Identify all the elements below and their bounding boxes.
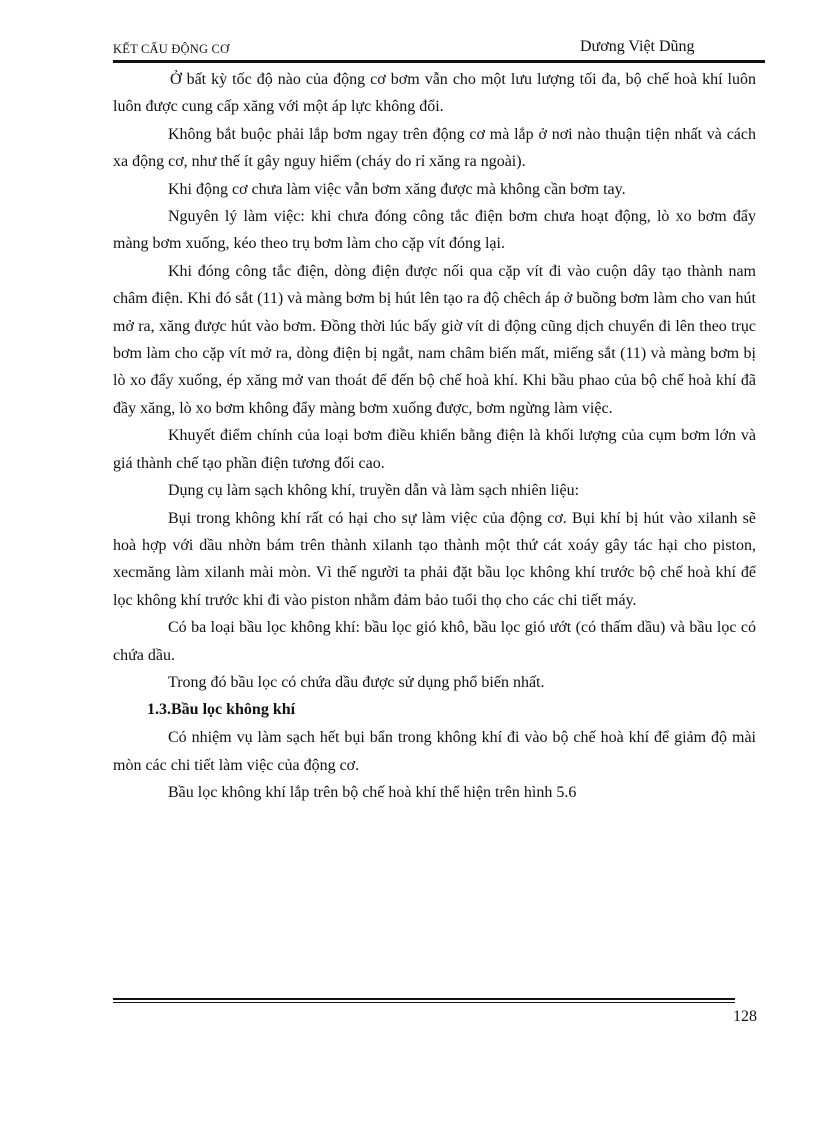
paragraph: Trong đó bầu lọc có chứa dầu được sử dụng phổ biến nhất.: [168, 673, 545, 691]
footer-rule: [113, 998, 735, 1000]
paragraph: Có ba loại bầu lọc không khí: bầu lọc gió khô, bầu lọc gió ướt (có thấm dầu) và bầu lọc có chứa dầu.: [113, 619, 756, 664]
paragraph: Khuyết điểm chính của loại bơm điều khiển bằng điện là khối lượng của cụm bơm lớn và giá thành chế tạo phần điện tương đối cao.: [113, 427, 756, 472]
paragraph: Bụi trong không khí rất có hại cho sự làm việc của động cơ. Bụi khí bị hút vào xilanh sẽ hoà hợp với dầu nhờn bám trên thành xilanh tạo thành một thứ cát xoáy gây tác hại cho piston, xecmăng làm xilanh mài mòn. Vì thế người ta phải đặt bầu lọc không khí trước bộ chế hoà khí để lọc không khí trước khi đi vào piston nhằm đảm bảo tuổi thọ cho các chi tiết máy.: [113, 509, 756, 609]
header-author: Dương Việt Dũng: [580, 38, 695, 55]
footer-rule-thin: [113, 1002, 735, 1003]
section-heading: 1.3.Bầu lọc không khí: [147, 701, 296, 719]
paragraph: Ở bất kỳ tốc độ nào của động cơ bơm vẫn cho một lưu lượng tối đa, bộ chế hoà khí luôn luôn được cung cấp xăng với một áp lực không đổi.: [113, 71, 756, 116]
paragraph: Có nhiệm vụ làm sạch hết bụi bẩn trong không khí đi vào bộ chế hoà khí để giảm độ mài mòn các chi tiết làm việc của động cơ.: [113, 729, 756, 774]
paragraph: Dụng cụ làm sạch không khí, truyền dẫn và làm sạch nhiên liệu:: [168, 482, 580, 500]
paragraph: Khi động cơ chưa làm việc vẫn bơm xăng được mà không cần bơm tay.: [168, 180, 626, 198]
paragraph: Nguyên lý làm việc: khi chưa đóng công tắc điện bơm chưa hoạt động, lò xo bơm đẩy màng bơm xuống, kéo theo trụ bơm làm cho cặp vít đóng lại.: [113, 208, 756, 253]
paragraph: Khi đóng công tắc điện, dòng điện được nối qua cặp vít đi vào cuộn dây tạo thành nam châm điện. Khi đó sắt (11) và màng bơm bị hút lên tạo ra độ chêch áp ở buồng bơm làm cho van hút mở ra, xăng được hút vào bơm. Đồng thời lúc bấy giờ vít di động cũng dịch chuyển đi lên theo trục bơm làm cho cặp vít mở ra, dòng điện bị ngắt, nam châm biến mất, miếng sắt (11) và màng bơm bị lò xo đẩy xuống, ép xăng mở van thoát để đến bộ chế hoà khí. Khi bầu phao của bộ chế hoà khí đã đầy xăng, lò xo bơm không đẩy màng bơm xuống được, bơm ngừng làm việc.: [113, 262, 756, 417]
header-rule: [113, 60, 765, 63]
paragraph: Bầu lọc không khí lắp trên bộ chế hoà khí thể hiện trên hình 5.6: [168, 784, 577, 802]
page-number: 128: [733, 1008, 757, 1025]
document-body: [113, 66, 756, 807]
paragraph: Không bắt buộc phải lắp bơm ngay trên động cơ mà lắp ở nơi nào thuận tiện nhất và cách xa động cơ, như thế ít gây nguy hiểm (cháy do rỉ xăng ra ngoài).: [113, 125, 756, 171]
page-header: [113, 38, 765, 60]
header-book-title: KẾT CẤU ĐỘNG CƠ: [113, 42, 230, 56]
